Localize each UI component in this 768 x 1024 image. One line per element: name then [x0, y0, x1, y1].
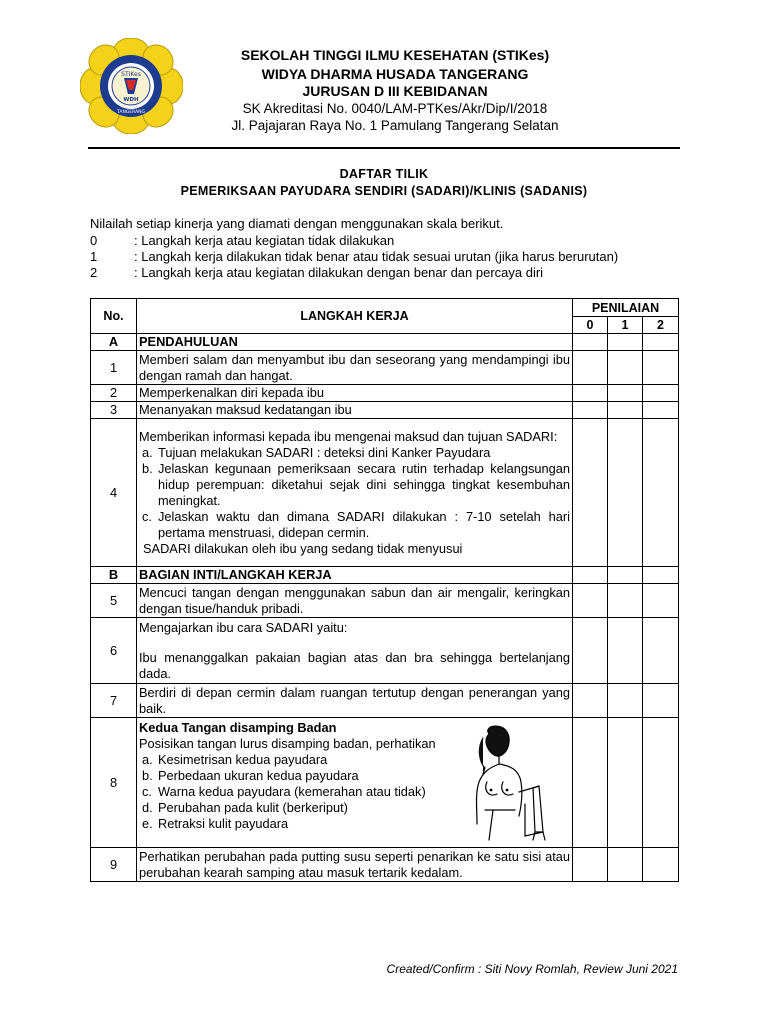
- step-text: Memperkenalkan diri kepada ibu: [137, 385, 573, 402]
- score-cell-0[interactable]: [573, 618, 608, 684]
- list-marker: b.: [142, 768, 153, 783]
- score-cell-2[interactable]: [643, 618, 679, 684]
- table-row: [91, 848, 679, 882]
- score-cell-1[interactable]: [608, 848, 643, 882]
- score-cell-0[interactable]: [573, 718, 608, 848]
- table-row: [91, 684, 679, 718]
- scale-key: 0: [90, 233, 98, 248]
- svg-text:TANGERANG: TANGERANG: [116, 110, 146, 115]
- score-cell-2[interactable]: [643, 584, 679, 618]
- score-cell-0[interactable]: [573, 684, 608, 718]
- score-cell-0[interactable]: [573, 584, 608, 618]
- score-cell-1[interactable]: [608, 684, 643, 718]
- section-no: B: [91, 567, 137, 584]
- header-score-2: 2: [643, 317, 679, 334]
- scale-item: [90, 233, 394, 248]
- score-cell-1[interactable]: [608, 618, 643, 684]
- list-marker: d.: [142, 800, 153, 815]
- table-row: [91, 385, 679, 402]
- step-no: 4: [91, 419, 137, 567]
- step-no: 9: [91, 848, 137, 882]
- list-text: Jelaskan waktu dan dimana SADARI dilakukan : 7-10 setelah hari pertama menstruasi, didepan cermin.: [158, 508, 570, 540]
- list-text: Jelaskan kegunaan pemeriksaan secara rutin terhadap kelangsungan hidup perempuan: diketahui sejak dini sehingga tingkat kesembuhan meningkat.: [158, 460, 570, 508]
- step-note: SADARI dilakukan oleh ibu yang sedang tidak menyusui: [143, 540, 463, 556]
- scale-item: [90, 249, 618, 264]
- scale-desc: : Langkah kerja dilakukan tidak benar atau tidak sesuai urutan (jika harus berurutan): [134, 249, 619, 264]
- instructions-text: Nilailah setiap kinerja yang diamati dengan menggunakan skala berikut.: [90, 216, 504, 231]
- list-text: Tujuan melakukan SADARI : deteksi dini Kanker Payudara: [158, 444, 491, 460]
- woman-mirror-illustration: [459, 724, 571, 842]
- list-item: [142, 784, 469, 800]
- document-subtitle: PEMERIKSAAN PAYUDARA SENDIRI (SADARI)/KLINIS (SADANIS): [180, 184, 588, 198]
- step-content: [137, 618, 573, 684]
- table-row: [91, 584, 679, 618]
- header-no: No.: [91, 299, 137, 334]
- list-item: [142, 800, 469, 816]
- step-content: [137, 718, 573, 848]
- list-text: Warna kedua payudara (kemerahan atau tidak): [158, 784, 426, 799]
- step-text: Berdiri di depan cermin dalam ruangan tertutup dengan penerangan yang baik.: [137, 684, 573, 718]
- score-cell-1[interactable]: [608, 718, 643, 848]
- step-no: 1: [91, 351, 137, 385]
- step-text: Perhatikan perubahan pada putting susu seperti penarikan ke satu sisi atau perubahan kearah samping atau masuk tertarik kedalam.: [137, 848, 573, 882]
- step-no: 8: [91, 718, 137, 848]
- list-item: [142, 444, 570, 461]
- step-no: 7: [91, 684, 137, 718]
- scale-desc: : Langkah kerja atau kegiatan dilakukan dengan benar dan percaya diri: [134, 265, 544, 280]
- step-text: Posisikan tangan lurus disamping badan, perhatikan: [139, 736, 436, 751]
- score-cell-1[interactable]: [608, 402, 643, 419]
- section-no: A: [91, 334, 137, 351]
- score-cell-1[interactable]: [608, 584, 643, 618]
- checklist-table: [90, 298, 679, 882]
- score-cell-0[interactable]: [573, 567, 608, 584]
- list-marker: c.: [142, 508, 152, 524]
- step-heading: Kedua Tangan disamping Badan: [139, 720, 337, 735]
- score-cell-1[interactable]: [608, 385, 643, 402]
- score-cell-0[interactable]: [573, 848, 608, 882]
- table-row: [91, 718, 679, 848]
- score-cell-1[interactable]: [608, 419, 643, 567]
- score-cell-2[interactable]: [643, 402, 679, 419]
- header-score-1: 1: [608, 317, 643, 334]
- list-marker: a.: [142, 444, 153, 460]
- footer-credit: Created/Confirm : Siti Novy Romlah, Review Juni 2021: [386, 962, 678, 976]
- list-text: Kesimetrisan kedua payudara: [158, 752, 328, 767]
- step-sublist: [139, 752, 469, 832]
- score-cell-2[interactable]: [643, 385, 679, 402]
- list-marker: a.: [142, 752, 153, 767]
- list-text: Perubahan pada kulit (berkeriput): [158, 800, 348, 815]
- step-text: Mengajarkan ibu cara SADARI yaitu:: [139, 619, 348, 635]
- score-cell-2[interactable]: [643, 684, 679, 718]
- list-item: [142, 816, 469, 832]
- header-rule: [88, 147, 680, 149]
- accreditation-text: SK Akreditasi No. 0040/LAM-PTKes/Akr/Dip/I/2018: [242, 101, 548, 116]
- score-cell-2[interactable]: [643, 334, 679, 351]
- step-sublist: [139, 445, 570, 541]
- table-row: [91, 618, 679, 684]
- table-row: [91, 402, 679, 419]
- scale-key: 2: [90, 265, 98, 280]
- table-row: [91, 351, 679, 385]
- section-label: BAGIAN INTI/LANGKAH KERJA: [137, 567, 573, 584]
- list-item: [142, 460, 570, 509]
- score-cell-0[interactable]: [573, 419, 608, 567]
- department-name: JURUSAN D III KEBIDANAN: [302, 83, 488, 99]
- list-marker: e.: [142, 816, 153, 831]
- institution-subname: WIDYA DHARMA HUSADA TANGERANG: [261, 66, 529, 82]
- score-cell-2[interactable]: [643, 419, 679, 567]
- list-marker: b.: [142, 460, 153, 476]
- score-cell-1[interactable]: [608, 351, 643, 385]
- list-text: Perbedaan ukuran kedua payudara: [158, 768, 359, 783]
- section-label: PENDAHULUAN: [137, 334, 573, 351]
- step-no: 5: [91, 584, 137, 618]
- step-no: 3: [91, 402, 137, 419]
- institution-name: SEKOLAH TINGGI ILMU KESEHATAN (STIKes): [240, 47, 550, 63]
- header-score-0: 0: [573, 317, 608, 334]
- list-text: Retraksi kulit payudara: [158, 816, 289, 831]
- score-cell-0[interactable]: [573, 351, 608, 385]
- score-cell-2[interactable]: [643, 567, 679, 584]
- score-cell-0[interactable]: [573, 334, 608, 351]
- score-cell-2[interactable]: [643, 848, 679, 882]
- list-item: [142, 752, 469, 768]
- address-text: Jl. Pajajaran Raya No. 1 Pamulang Tangerang Selatan: [231, 118, 559, 133]
- step-content: [137, 419, 573, 567]
- document-title: DAFTAR TILIK: [339, 167, 429, 181]
- scale-desc: : Langkah kerja atau kegiatan tidak dilakukan: [134, 233, 395, 248]
- step-text: Memberi salam dan menyambut ibu dan seseorang yang mendampingi ibu dengan ramah dan hangat.: [137, 351, 573, 385]
- svg-text:STIKes: STIKes: [121, 71, 141, 78]
- header-score: PENILAIAN: [573, 299, 679, 317]
- list-marker: c.: [142, 784, 152, 799]
- table-row: [91, 419, 679, 567]
- step-text: Memberikan informasi kepada ibu mengenai maksud dan tujuan SADARI:: [139, 428, 558, 444]
- svg-text:WDH: WDH: [123, 97, 139, 103]
- list-item: [142, 768, 469, 784]
- section-row: [91, 567, 679, 584]
- step-text: Ibu menanggalkan pakaian bagian atas dan bra sehingga bertelanjang dada.: [139, 649, 570, 681]
- score-cell-2[interactable]: [643, 718, 679, 848]
- list-item: [142, 508, 570, 541]
- score-cell-2[interactable]: [643, 351, 679, 385]
- section-row: [91, 334, 679, 351]
- score-cell-0[interactable]: [573, 385, 608, 402]
- step-no: 6: [91, 618, 137, 684]
- scale-item: [90, 265, 543, 280]
- score-cell-1[interactable]: [608, 567, 643, 584]
- step-no: 2: [91, 385, 137, 402]
- score-cell-1[interactable]: [608, 334, 643, 351]
- institution-logo: [80, 38, 183, 134]
- score-cell-0[interactable]: [573, 402, 608, 419]
- step-text: Menanyakan maksud kedatangan ibu: [137, 402, 573, 419]
- scale-key: 1: [90, 249, 98, 264]
- header-step: LANGKAH KERJA: [137, 299, 573, 334]
- step-text: Mencuci tangan dengan menggunakan sabun dan air mengalir, keringkan dengan tisue/handuk pribadi.: [137, 584, 573, 618]
